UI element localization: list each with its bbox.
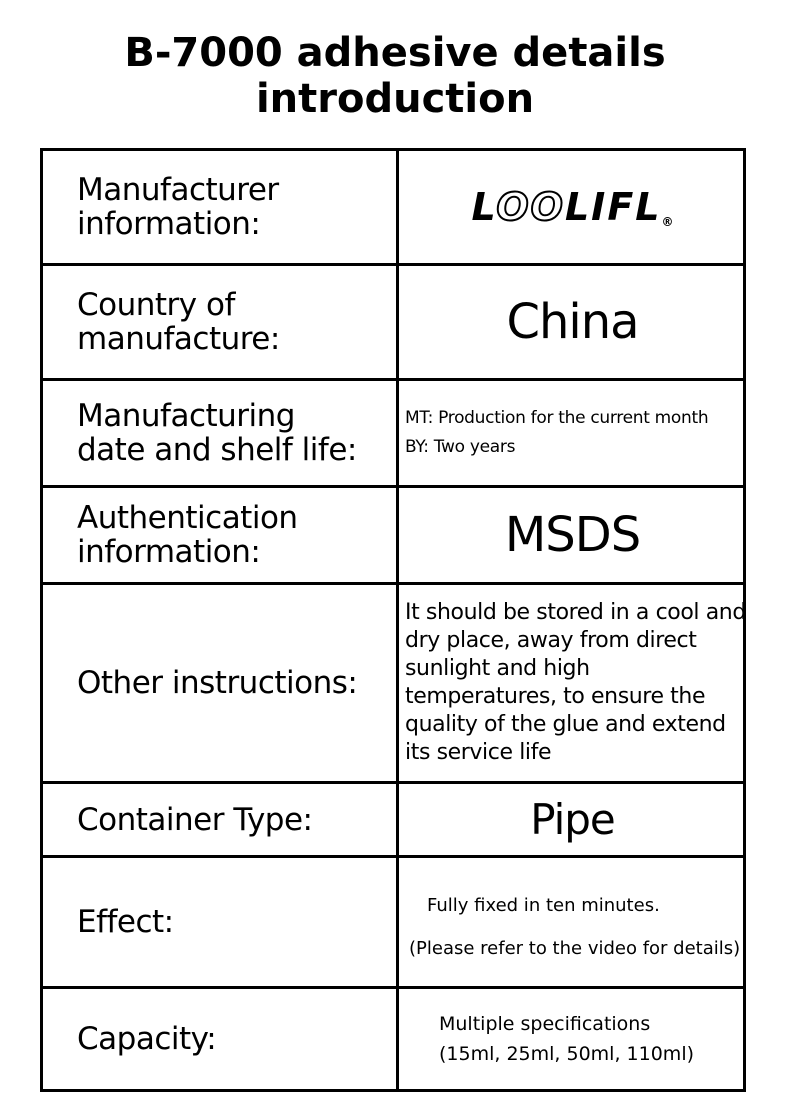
effect-label-cell — [43, 858, 399, 989]
brand-logo — [399, 185, 746, 229]
other-value-cell — [399, 585, 746, 784]
details-table — [40, 148, 746, 1092]
auth-value: MSDS — [504, 507, 641, 563]
date-label-cell — [43, 381, 399, 488]
container-label-cell — [43, 784, 399, 858]
effect-value: Fully fixed in ten minutes. (Please refer to the video for details) — [409, 895, 741, 959]
capacity-value-cell — [399, 989, 746, 1089]
loolifl-logo: LOOLIFL® — [471, 185, 674, 229]
date-label: Manufacturing date and shelf life: — [77, 398, 357, 468]
container-value: Pipe — [530, 795, 615, 844]
title-line-1: B-7000 adhesive details — [124, 30, 666, 76]
capacity-value: Multiple specifications (15ml, 25ml, 50ml, 110ml) — [439, 1013, 695, 1065]
other-label-cell — [43, 585, 399, 784]
effect-label: Effect: — [77, 904, 174, 940]
country-value-cell — [399, 266, 746, 381]
auth-label: Authentication information: — [77, 500, 298, 570]
manufacturer-label: Manufacturer information: — [77, 172, 279, 242]
manufacturer-label-cell — [43, 151, 399, 266]
registered-mark: ® — [661, 215, 674, 229]
date-value: MT: Production for the current month BY: Two years — [405, 408, 709, 457]
container-label: Container Type: — [77, 801, 313, 838]
country-label-cell — [43, 266, 399, 381]
capacity-label: Capacity: — [77, 1021, 217, 1057]
effect-value-cell — [399, 858, 746, 989]
date-value-cell — [399, 381, 746, 488]
other-value: It should be stored in a cool and dry place, away from direct sunlight and high temperatures, to ensure the quality of the glue and extend its service life — [405, 600, 746, 765]
container-value-cell — [399, 784, 746, 858]
other-label: Other instructions: — [77, 665, 358, 701]
title-line-2: introduction — [255, 76, 535, 122]
country-value: China — [506, 294, 639, 350]
auth-label-cell — [43, 488, 399, 585]
country-label: Country of manufacture: — [77, 287, 280, 357]
manufacturer-value-cell — [399, 151, 746, 266]
auth-value-cell — [399, 488, 746, 585]
capacity-label-cell — [43, 989, 399, 1089]
page-title — [0, 30, 790, 122]
